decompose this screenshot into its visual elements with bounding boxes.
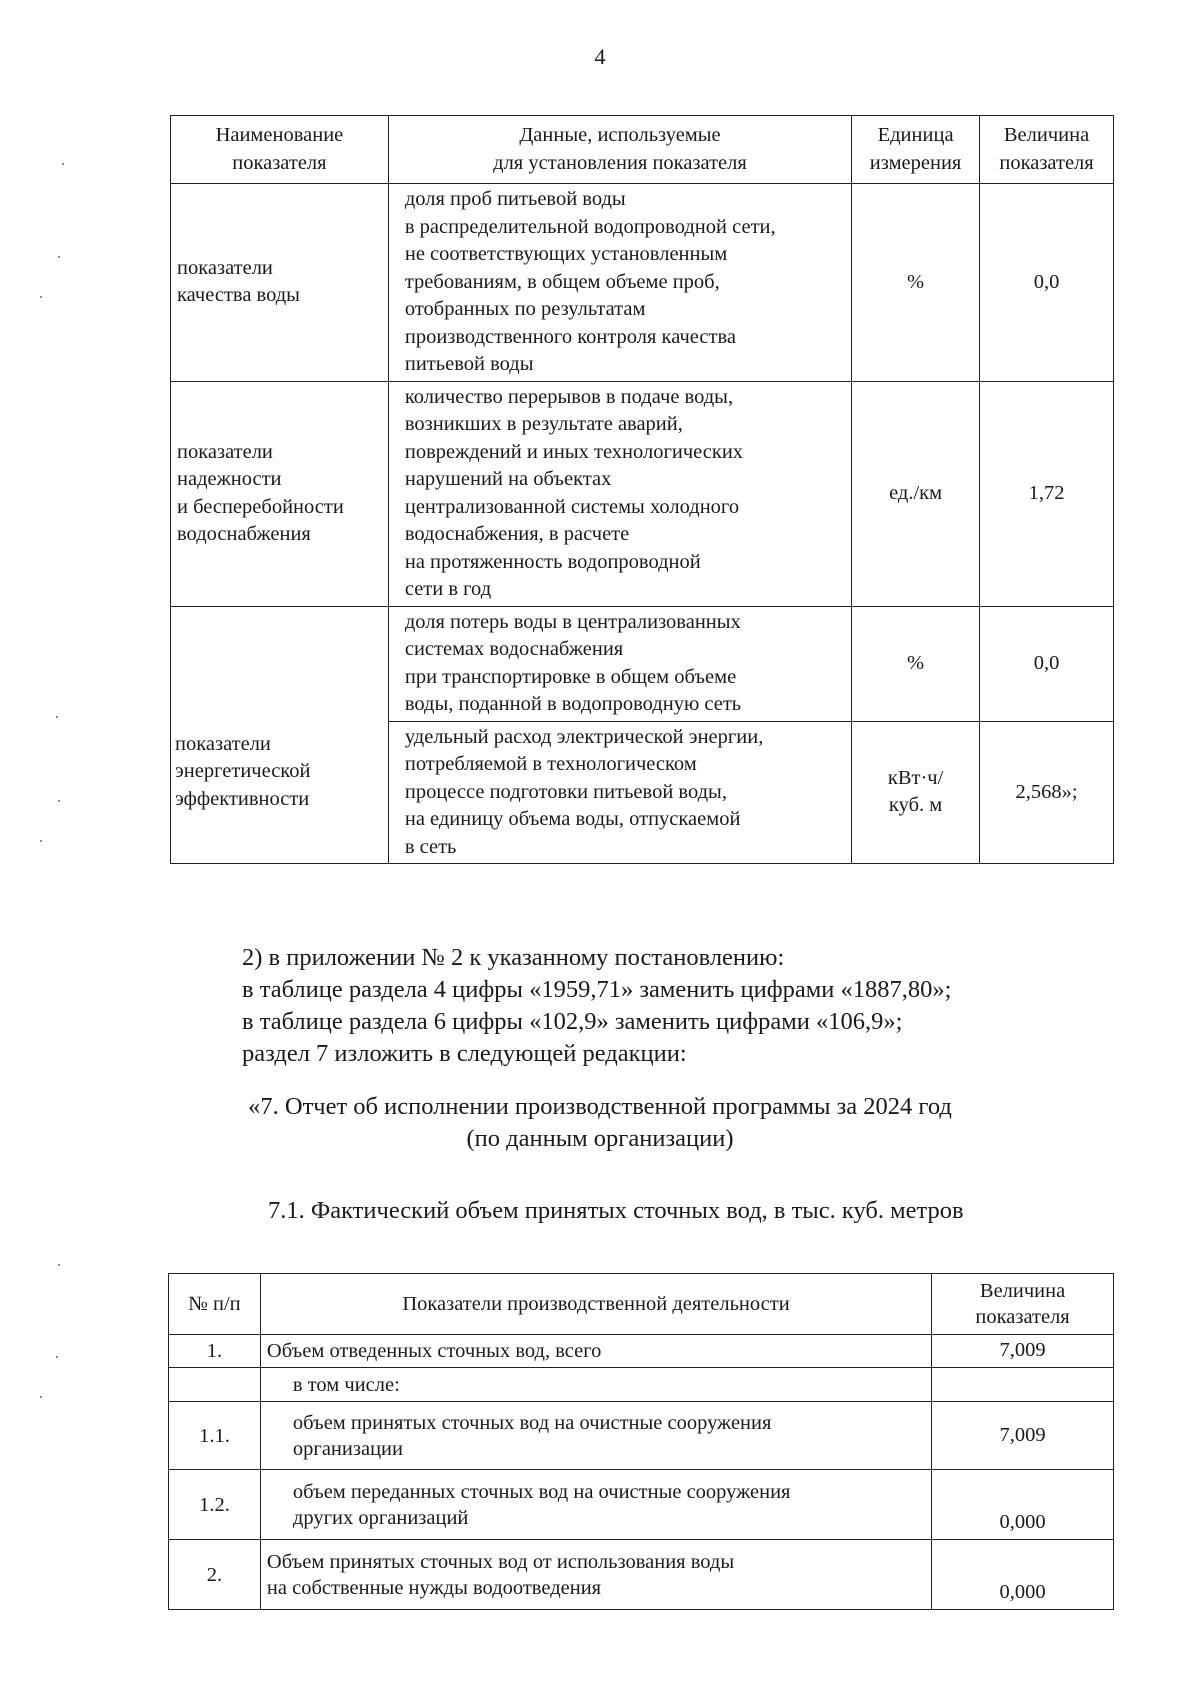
- row-indicator: [260, 1470, 931, 1540]
- scan-speck: [40, 296, 42, 298]
- indicator-unit: ед./км: [852, 381, 980, 606]
- row-indicator: [260, 1402, 931, 1470]
- description-line: системах водоснабжения: [404, 638, 624, 660]
- header-value: [932, 1274, 1114, 1335]
- indicator-description: [388, 606, 851, 721]
- row-indicator-line: других организаций: [292, 1506, 469, 1529]
- header-num: № п/п: [169, 1274, 261, 1335]
- page-number: 4: [594, 44, 606, 69]
- indicator-name-line: и бесперебойности: [177, 495, 344, 518]
- table-row: [169, 1402, 1114, 1470]
- indicator-name: [171, 381, 389, 606]
- description-line: централизованной системы холодного: [404, 495, 740, 518]
- description-line: водоснабжения, в расчете: [404, 523, 630, 545]
- description-line: отобранных по результатам: [404, 298, 646, 320]
- row-value: 0,000: [932, 1470, 1114, 1540]
- scan-speck: [62, 163, 64, 165]
- description-line: производственного контроля качества: [404, 325, 736, 348]
- indicator-name-line: показатели: [177, 440, 273, 463]
- description-line: доля проб питьевой воды: [404, 188, 626, 210]
- indicator-name-line: показатели: [175, 732, 271, 755]
- paragraph-line: раздел 7 изложить в следующей редакции:: [242, 1040, 687, 1067]
- description-line: повреждений и иных технологических: [404, 440, 744, 463]
- header-unit: [852, 116, 980, 184]
- row-indicator-line: организации: [292, 1437, 403, 1460]
- indicator-name-line: надежности: [177, 468, 282, 490]
- header-value: [980, 116, 1114, 184]
- row-number: 1.2.: [169, 1470, 261, 1540]
- section-subtitle: (по данным организации): [466, 1125, 734, 1152]
- indicator-name-line: эффективности: [175, 787, 310, 810]
- row-indicator-line: на собственные нужды водоотведения: [266, 1576, 602, 1599]
- row-indicator: [260, 1335, 931, 1368]
- row-indicator-line: Объем принятых сточных вод от использования воды: [266, 1550, 735, 1573]
- table-row: [169, 1540, 1114, 1610]
- row-indicator-line: объем переданных сточных вод на очистные сооружения: [292, 1480, 791, 1503]
- header-value-line: Величина: [1003, 124, 1090, 146]
- description-line: воды, поданной в водопроводную сеть: [404, 693, 742, 715]
- row-indicator-line: в том числе:: [292, 1373, 400, 1396]
- header-value-line: Величина: [979, 1280, 1066, 1302]
- header-value-line: показателя: [975, 1306, 1070, 1328]
- scan-speck: [40, 840, 42, 842]
- description-line: количество перерывов в подаче воды,: [404, 385, 734, 408]
- wastewater-table: [168, 1273, 1114, 1610]
- header-data-line: для установления показателя: [493, 151, 747, 174]
- paragraph-line: 2) в приложении № 2 к указанному постановлению:: [242, 944, 785, 971]
- indicator-unit: %: [852, 184, 980, 382]
- row-indicator: [260, 1368, 931, 1402]
- description-line: в сеть: [404, 835, 457, 858]
- description-line: нарушений на объектах: [404, 468, 612, 490]
- header-value-line: показателя: [999, 151, 1094, 174]
- table-row: [171, 184, 1114, 382]
- description-line: процессе подготовки питьевой воды,: [404, 780, 727, 803]
- description-line: питьевой воды: [404, 353, 534, 375]
- unit-line: кВт·ч/: [887, 766, 944, 789]
- subsection-heading: 7.1. Фактический объем принятых сточных вод, в тыс. куб. метров: [268, 1197, 964, 1224]
- description-line: в распределительной водопроводной сети,: [404, 215, 776, 238]
- description-line: не соответствующих установленным: [404, 243, 728, 265]
- scan-speck: [40, 1396, 42, 1398]
- row-value: 0,000: [932, 1540, 1114, 1610]
- description-line: сети в год: [404, 578, 492, 600]
- section-heading: «7. Отчет об исполнении производственной программы за 2024 год: [248, 1093, 952, 1120]
- scan-speck: [56, 1356, 58, 1358]
- scan-speck: [58, 800, 60, 802]
- row-indicator-line: объем принятых сточных вод на очистные сооружения: [292, 1411, 772, 1434]
- indicator-name-line: показатели: [177, 256, 273, 279]
- indicator-description: [388, 184, 851, 382]
- header-data-line: Данные, используемые: [519, 124, 721, 146]
- indicators-table: [170, 115, 1114, 864]
- description-line: требованиям, в общем объеме проб,: [404, 270, 720, 293]
- indicator-description: [388, 381, 851, 606]
- row-value: 7,009: [932, 1402, 1114, 1470]
- row-value: 7,009: [932, 1335, 1114, 1368]
- indicator-name-line: энергетической: [175, 760, 311, 782]
- header-unit-line: Единица: [877, 124, 954, 146]
- header-indicator: Показатели производственной деятельности: [260, 1274, 931, 1335]
- row-number: 1.: [169, 1335, 261, 1368]
- indicator-name: [171, 606, 389, 864]
- header-name-line: Наименование: [215, 124, 344, 146]
- description-line: на протяженность водопроводной: [404, 550, 701, 573]
- row-number: [169, 1368, 261, 1402]
- indicator-value: 1,72: [980, 381, 1114, 606]
- description-line: доля потерь воды в централизованных: [404, 610, 741, 633]
- header-name-line: показателя: [232, 151, 327, 174]
- description-line: потребляемой в технологическом: [404, 753, 697, 775]
- description-line: удельный расход электрической энергии,: [404, 725, 764, 748]
- scan-speck: [58, 1264, 60, 1266]
- table-row: [169, 1470, 1114, 1540]
- table-row: [169, 1335, 1114, 1368]
- indicators-table-header: [171, 116, 1114, 184]
- description-line: на единицу объема воды, отпускаемой: [404, 808, 741, 830]
- table-row: [171, 606, 1114, 721]
- indicator-unit: [852, 721, 980, 864]
- row-value: [932, 1368, 1114, 1402]
- indicator-name-line: водоснабжения: [177, 523, 311, 545]
- indicator-unit: %: [852, 606, 980, 721]
- table-row: [169, 1368, 1114, 1402]
- scan-speck: [56, 716, 58, 718]
- description-line: возникших в результате аварий,: [404, 413, 683, 435]
- indicator-value: 0,0: [980, 606, 1114, 721]
- header-data: [388, 116, 851, 184]
- indicator-value: 2,568»;: [980, 721, 1114, 864]
- description-line: при транспортировке в общем объеме: [404, 665, 737, 688]
- indicator-name-line: качества воды: [177, 284, 300, 307]
- indicator-description: [388, 721, 851, 864]
- indicator-name: [171, 184, 389, 382]
- paragraph-line: в таблице раздела 4 цифры «1959,71» заменить цифрами «1887,80»;: [242, 976, 952, 1003]
- row-indicator-line: Объем отведенных сточных вод, всего: [266, 1340, 602, 1362]
- row-number: 2.: [169, 1540, 261, 1610]
- row-indicator: [260, 1540, 931, 1610]
- wastewater-table-header: [169, 1274, 1114, 1335]
- row-number: 1.1.: [169, 1402, 261, 1470]
- paragraph-line: в таблице раздела 6 цифры «102,9» заменить цифрами «106,9»;: [242, 1008, 903, 1035]
- unit-line: куб. м: [888, 794, 943, 817]
- scan-speck: [58, 256, 60, 258]
- header-unit-line: измерения: [869, 151, 962, 174]
- indicator-value: 0,0: [980, 184, 1114, 382]
- header-name: [171, 116, 389, 184]
- amendment-paragraph: [242, 942, 951, 1070]
- table-row: [171, 381, 1114, 606]
